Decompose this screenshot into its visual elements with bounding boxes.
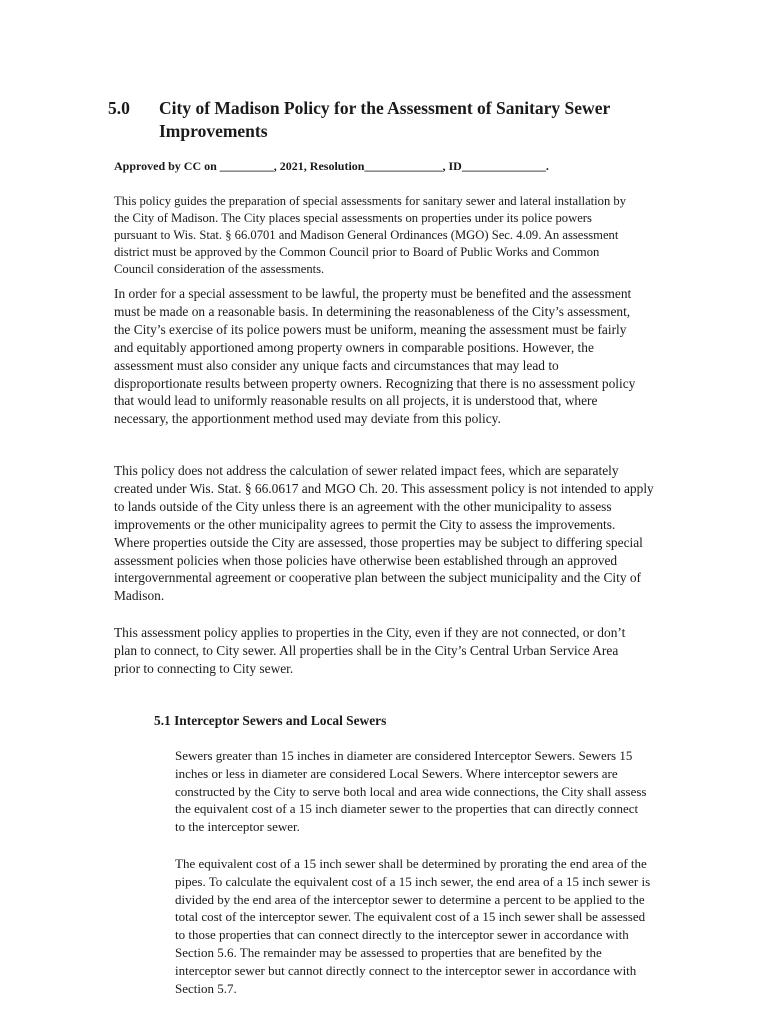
applicability-paragraph: This assessment policy applies to properties in the City, even if they are not connected, or don’t plan to connect, to City sewer. All properties shall be in the City’s Central Urban Service Area prior to connecting to City sewer.: [114, 625, 626, 676]
interceptor-definition-paragraph: Sewers greater than 15 inches in diameter are considered Interceptor Sewers. Sewers 15 inches or less in diameter are considered Local Sewers. Where interceptor sewers are constructed by the City to serve both local and area wide connections, the City shall assess the equivalent cost of a 15 inch diameter sewer to the properties that can directly connect to the interceptor sewer.: [175, 748, 647, 835]
subsection-heading: 5.1 Interceptor Sewers and Local Sewers: [154, 713, 387, 728]
section-number: 5.0: [108, 98, 130, 118]
impact-fees-paragraph: This policy does not address the calculation of sewer related impact fees, which are separately created under Wis. Stat. § 66.0617 and MGO Ch. 20. This assessment policy is not intended to apply to lands outside of the City unless there is an agreement with the other municipality to assess improvements or the other municipality agrees to permit the City to assess the improvements. Where properties outside the City are assessed, those properties may be subject to differing special assessment policies when those policies have otherwise been established through an approved intergovernmental agreement or cooperative plan between the subject municipality and the City of Madison.: [114, 463, 654, 604]
policy-intro-paragraph: This policy guides the preparation of special assessments for sanitary sewer and lateral installation by the City of Madison. The City places special assessments on properties under its police powers pursuant to Wis. Stat. § 66.0701 and Madison General Ordinances (MGO) Sec. 4.09. An assessment district must be approved by the Common Council prior to Board of Public Works and Common Council consideration of the assessments.: [114, 194, 626, 276]
section-heading: [108, 97, 668, 143]
equivalent-cost-paragraph: The equivalent cost of a 15 inch sewer shall be determined by prorating the end area of the pipes. To calculate the equivalent cost of a 15 inch sewer, the end area of a 15 inch sewer is divided by the end area of the interceptor sewer to determine a percent to be applied to the total cost of the interceptor sewer. The equivalent cost of a 15 inch sewer shall be assessed to those properties that can connect directly to the interceptor sewer in accordance with Section 5.6. The remainder may be assessed to properties that are benefited by the interceptor sewer but cannot directly connect to the interceptor sewer in accordance with Section 5.7.: [175, 856, 651, 996]
approval-line: Approved by CC on _________, 2021, Resolution_____________, ID______________.: [114, 159, 549, 173]
section-title: City of Madison Policy for the Assessment of Sanitary Sewer Improvements: [159, 98, 610, 141]
lawfulness-paragraph: In order for a special assessment to be lawful, the property must be benefited and the assessment must be made on a reasonable basis. In determining the reasonableness of the City’s assessment, the City’s exercise of its police powers must be uniform, meaning the assessment must be fairly and equitably apportioned among property owners in comparable positions. However, the assessment must also consider any unique facts and circumstances that may lead to disproportionate results between property owners. Recognizing that there is no assessment policy that would lead to uniformly reasonable results on all projects, it is understood that, where necessary, the apportionment method used may deviate from this policy.: [114, 286, 636, 427]
